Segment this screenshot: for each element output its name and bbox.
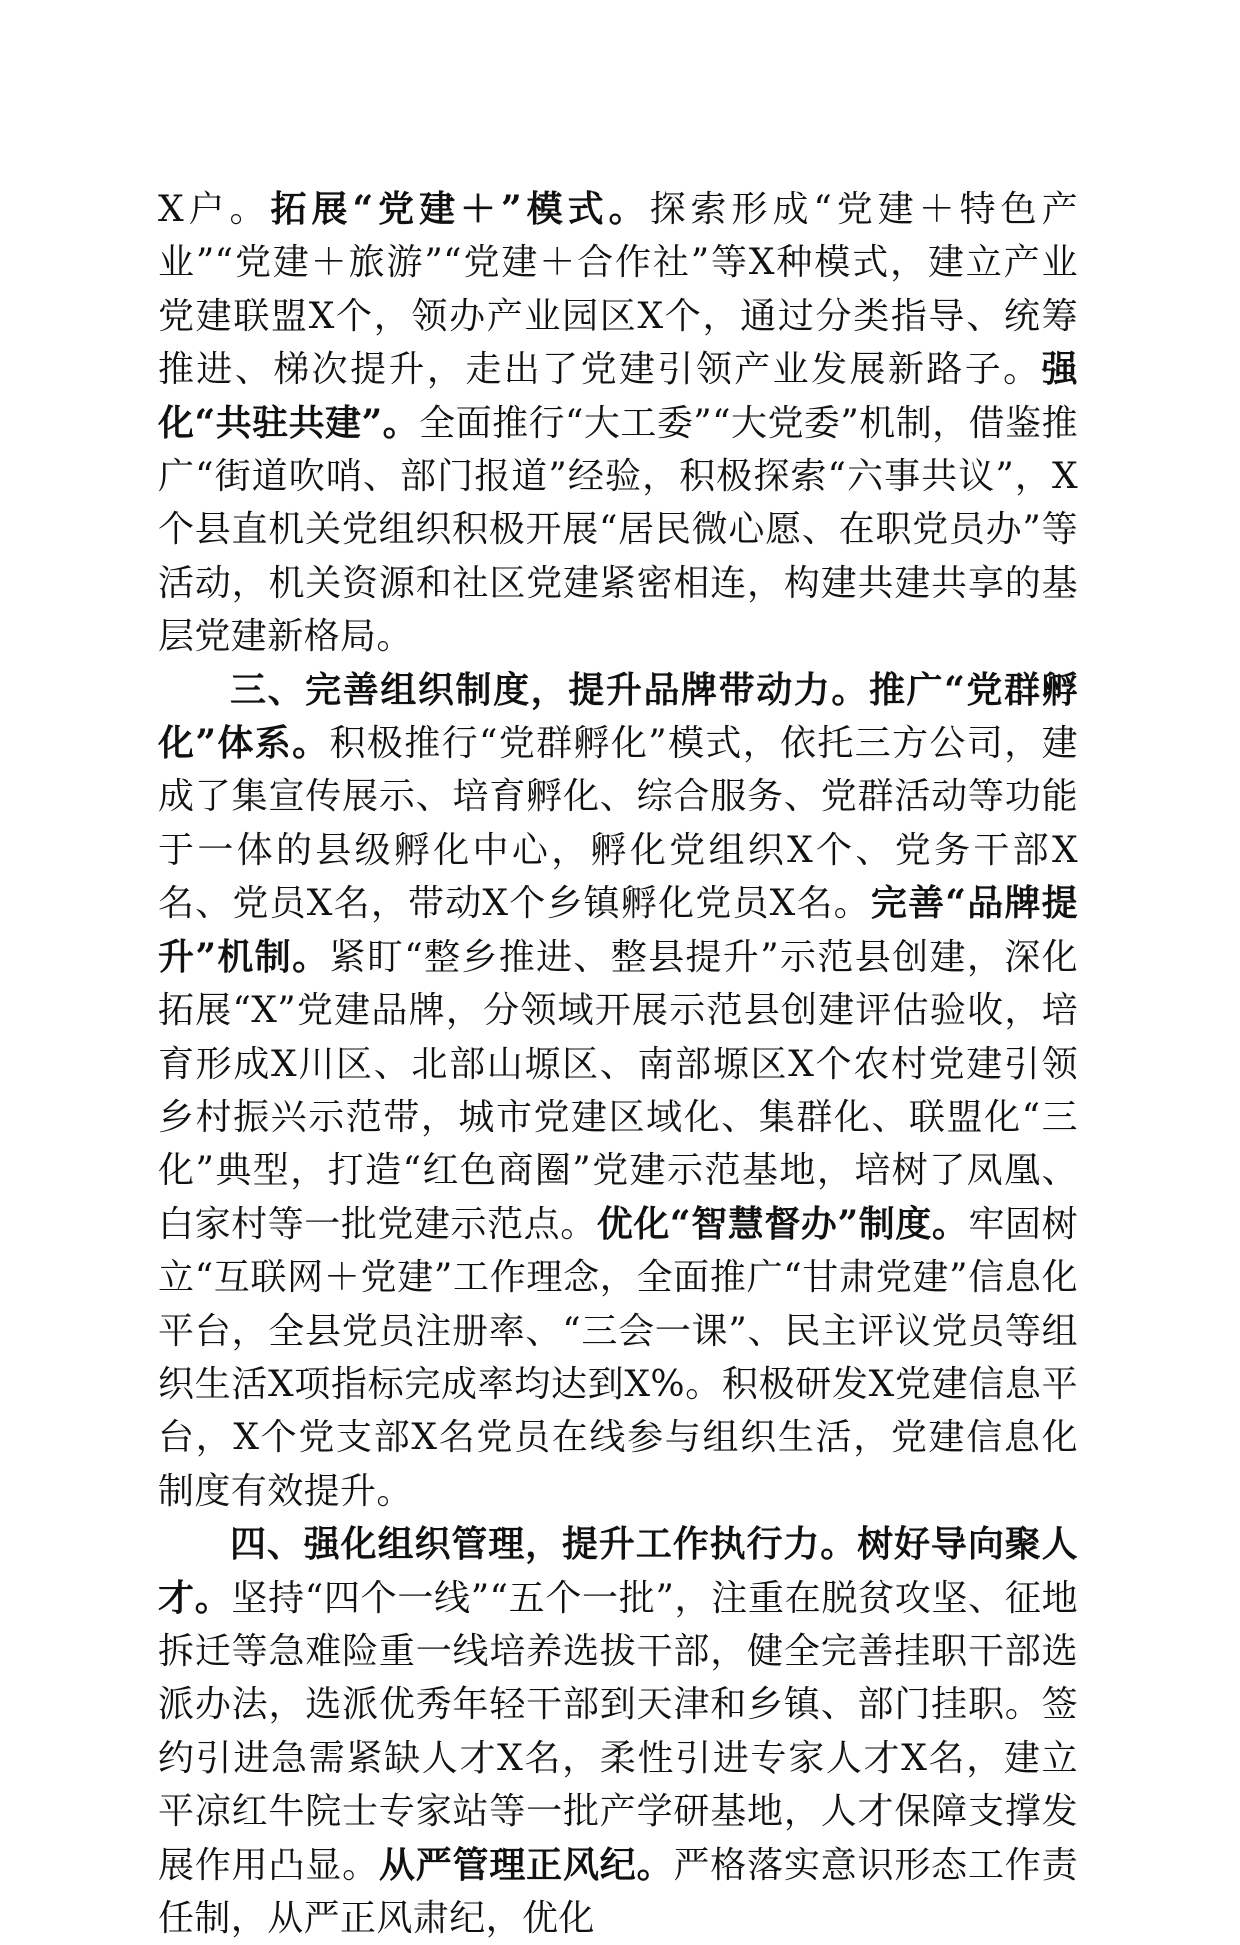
paragraph-1-run-5: 全面推行“大工委”“大党委”机制，借鉴推广“街道吹哨、部门报道”经验，积极探索“六事共议”，X个县直机关党组织积极开展“居民微心愿、在职党员办”等活动，机关资源和社区党建紧密相连，构建共建共享的基层党建新格局。	[158, 402, 1078, 658]
paragraph-2-run-5-bold: 优化“智慧督办”制度。	[596, 1202, 969, 1245]
paragraph-2	[158, 664, 1078, 1519]
paragraph-3-run-1-bold: 四、强化组织管理，提升工作执行力。树好导向聚人才。	[158, 1523, 1078, 1619]
paragraph-1-run-1: X户。	[158, 189, 271, 230]
paragraph-2-run-6: 牢固树立“互联网＋党建”工作理念，全面推广“甘肃党建”信息化平台，全县党员注册率、“三会一课”、民主评议党员等组织生活X项指标完成率均达到X%。积极研发X党建信息平台，X个党支部X名党员在线参与组织生活，党建信息化制度有效提升。	[158, 1203, 1078, 1512]
paragraph-3-run-3-bold: 从严管理正风纪。	[378, 1843, 674, 1886]
paragraph-3-run-2: 坚持“四个一线”“五个一批”，注重在脱贫攻坚、征地拆迁等急难险重一线培养选拔干部，健全完善挂职干部选派办法，选派优秀年轻干部到天津和乡镇、部门挂职。签约引进急需紧缺人才X名，柔性引进专家人才X名，建立平凉红牛院士专家站等一批产学研基地，人才保障支撑发展作用凸显。	[158, 1577, 1078, 1886]
paragraph-3	[158, 1518, 1078, 1945]
paragraph-2-run-4: 紧盯“整乡推进、整县提升”示范县创建，深化拓展“X”党建品牌，分领域开展示范县创建评估验收，培育形成X川区、北部山塬区、南部塬区X个农村党建引领乡村振兴示范带，城市党建区域化、集群化、联盟化“三化”典型，打造“红色商圈”党建示范基地，培树了凤凰、白家村等一批党建示范点。	[158, 936, 1078, 1245]
paragraph-1-run-2-bold: 拓展“党建＋”模式。	[270, 188, 650, 230]
paragraph-1	[158, 183, 1078, 664]
paragraph-1-run-4-bold: 强化“共驻共建”。	[158, 348, 1078, 444]
paragraph-1-run-3: 探索形成“党建＋特色产业”“党建＋旅游”“党建＋合作社”等X种模式，建立产业党建联盟X个，领办产业园区X个，通过分类指导、统筹推进、梯次提升，走出了党建引领产业发展新路子。	[158, 189, 1078, 391]
document-page	[158, 183, 1078, 1939]
paragraph-2-run-2: 积极推行“党群孵化”模式，依托三方公司，建成了集宣传展示、培育孵化、综合服务、党群活动等功能于一体的县级孵化中心，孵化党组织X个、党务干部X名、党员X名，带动X个乡镇孵化党员X名。	[158, 723, 1078, 925]
paragraph-3-run-4: 严格落实意识形态工作责任制，从严正风肃纪，优化	[158, 1844, 1078, 1939]
paragraph-2-run-3-bold: 完善“品牌提升”机制。	[158, 882, 1078, 978]
paragraph-2-run-1-bold: 三、完善组织制度，提升品牌带动力。推广“党群孵化”体系。	[158, 668, 1078, 765]
